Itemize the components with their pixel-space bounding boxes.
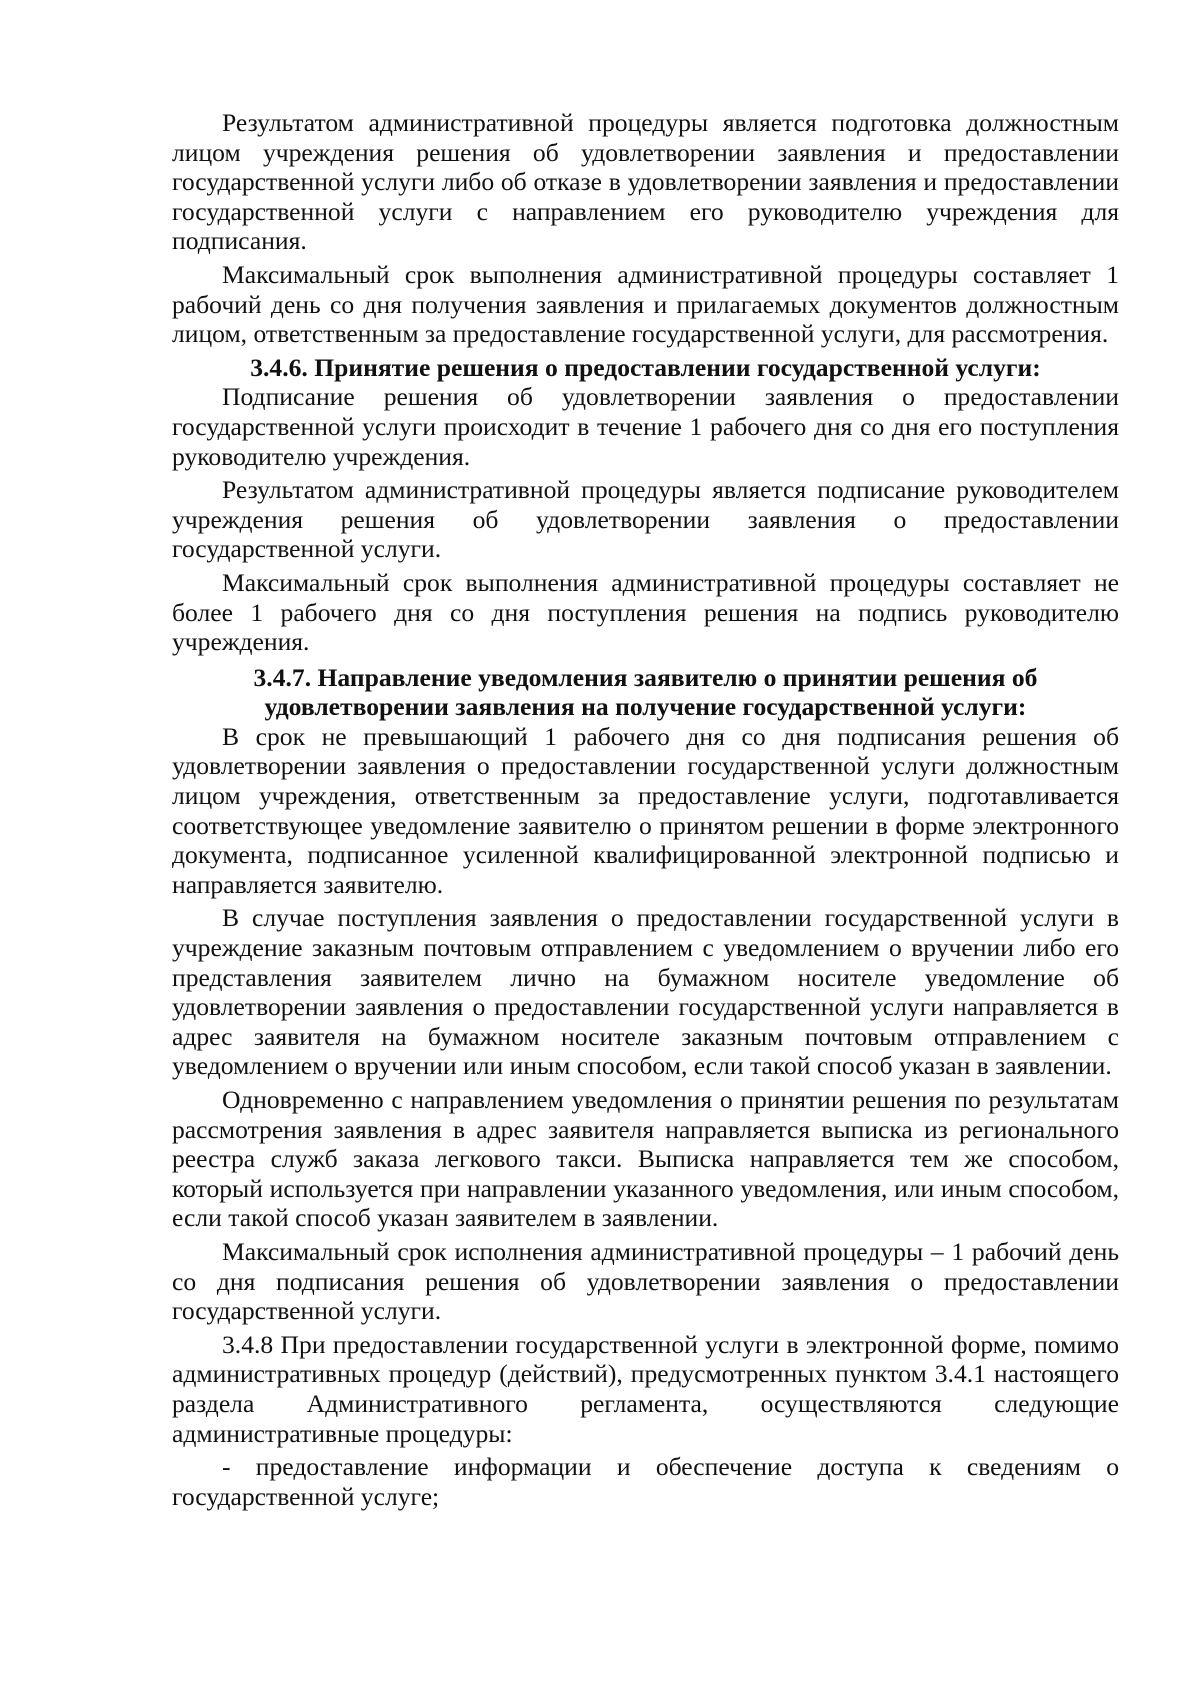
list-item-information-access: - предоставление информации и обеспечение доступа к сведениям о государственной услуге;: [172, 1452, 1119, 1511]
paragraph-result-preparation: Результатом административной процедуры является подготовка должностным лицом учреждения решения об удовлетворении заявления и предоставлении государственной услуги либо об отказе в удовлетворении заявления и предоставлении государственной услуги с направлением его руководителю учреждения для подписания.: [172, 108, 1119, 256]
paragraph-max-term-signing: Максимальный срок выполнения административной процедуры составляет не более 1 рабочего дня со дня поступления решения на подпись руководителю учреждения.: [172, 567, 1119, 657]
paragraph-3-4-8: 3.4.8 При предоставлении государственной услуги в электронной форме, помимо административных процедур (действий), предусмотренных пунктом 3.4.1 настоящего раздела Административного регламента, осуществляются следующие административные процедуры:: [172, 1329, 1119, 1448]
document-body: [172, 108, 1119, 1511]
section-heading-3-4-7-line-1: 3.4.7. Направление уведомления заявителю о принятии решения об: [253, 662, 1038, 692]
paragraph-signing-term: Подписание решения об удовлетворении заявления о предоставлении государственной услуги происходит в течение 1 рабочего дня со дня его поступления руководителю учреждения.: [172, 382, 1119, 471]
paragraph-electronic-notice: В срок не превышающий 1 рабочего дня со дня подписания решения об удовлетворении заявления о предоставлении государственной услуги должностным лицом учреждения, ответственным за предоставление услуги, подготавливается соответствующее уведомление заявителю о принятом решении в форме электронного документа, подписанное усиленной квалифицированной электронной подписью и направляется заявителю.: [172, 721, 1119, 899]
paragraph-registry-extract: Одновременно с направлением уведомления о принятии решения по результатам рассмотрения заявления в адрес заявителя направляется выписка из регионального реестра служб заказа легкового такси. Выписка направляется тем же способом, который используется при направлении указанного уведомления, или иным способом, если такой способ указан заявителем в заявлении.: [172, 1085, 1119, 1233]
paragraph-max-term-notice: Максимальный срок исполнения административной процедуры – 1 рабочий день со дня подписания решения об удовлетворении заявления о предоставлении государственной услуги.: [172, 1236, 1119, 1326]
paragraph-max-term-review: Максимальный срок выполнения административной процедуры составляет 1 рабочий день со дня получения заявления и прилагаемых документов должностным лицом, ответственным за предоставление государственной услуги, для рассмотрения.: [172, 259, 1119, 349]
paragraph-result-signing: Результатом административной процедуры является подписание руководителем учреждения решения об удовлетворении заявления о предоставлении государственной услуги.: [172, 475, 1119, 564]
section-heading-3-4-6: 3.4.6. Принятие решения о предоставлении государственной услуги:: [250, 352, 1041, 382]
section-heading-3-4-7: [172, 663, 1119, 722]
paragraph-paper-notice: В случае поступления заявления о предоставлении государственной услуги в учреждение заказным почтовым отправлением с уведомлением о вручении либо его представления заявителем лично на бумажном носителе уведомление об удовлетворении заявления о предоставлении государственной услуги направляется в адрес заявителя на бумажном носителе заказным почтовым отправлением с уведомлением о вручении или иным способом, если такой способ указан в заявлении.: [172, 903, 1119, 1081]
section-heading-3-4-7-line-2: удовлетворении заявления на получение государственной услуги:: [264, 692, 1027, 722]
